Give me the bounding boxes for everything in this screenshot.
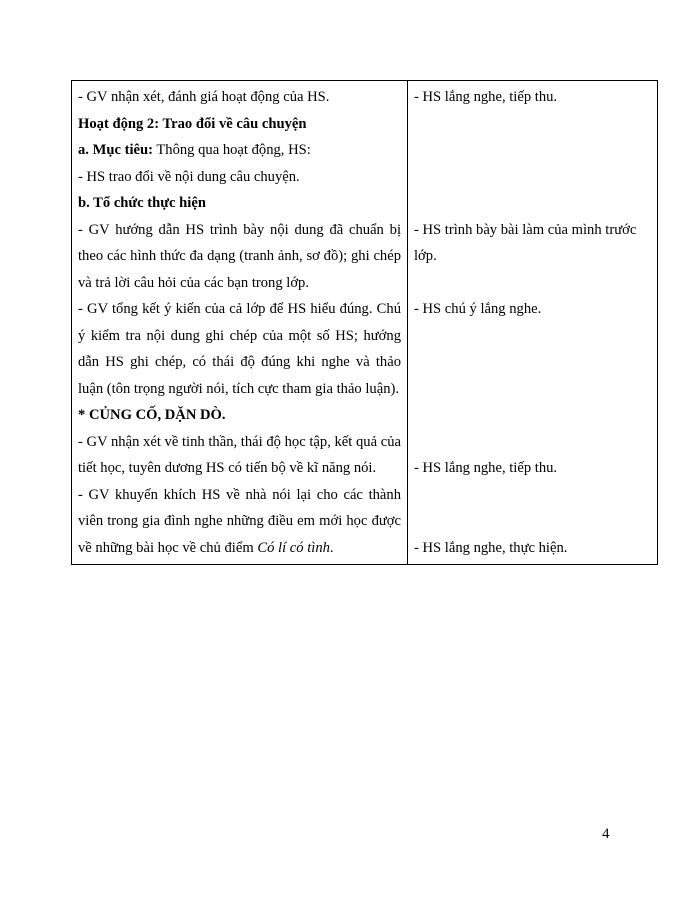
teacher-review-line: - GV nhận xét, đánh giá hoạt động của HS. bbox=[78, 89, 330, 105]
objective-item: - HS trao đổi về nội dung câu chuyện. bbox=[78, 168, 300, 185]
student-response-4: - HS lắng nghe, tiếp thu. bbox=[414, 460, 558, 476]
teacher-guide-paragraph: - GV hướng dẫn HS trình bày nội dung đã chuẩn bị theo các hình thức đa dạng (tranh ảnh, sơ đồ); ghi chép và trả lời câu hỏi của các bạn trong lớp. bbox=[78, 221, 401, 291]
encourage-end: . bbox=[329, 539, 334, 556]
teacher-summary-paragraph: - GV tổng kết ý kiến của cả lớp để HS hiểu đúng. Chú ý kiểm tra nội dung ghi chép của một số HS; hướng dẫn HS ghi chép, có thái độ đúng khi nghe và thảo luận (tôn trọng người nói, tích cực tham gia thảo luận). bbox=[78, 301, 401, 397]
student-response-1: - HS lắng nghe, tiếp thu. bbox=[414, 89, 558, 105]
activity-2-heading: Hoạt động 2: Trao đổi về câu chuyện bbox=[78, 115, 307, 132]
table-row bbox=[72, 81, 658, 565]
lesson-table bbox=[71, 80, 658, 565]
teacher-activities-cell bbox=[72, 81, 408, 565]
student-response-3: - HS chú ý lắng nghe. bbox=[414, 301, 542, 317]
teacher-feedback-paragraph: - GV nhận xét về tinh thần, thái độ học tập, kết quả của tiết học, tuyên dương HS có tiến bộ về kĩ năng nói. bbox=[78, 433, 401, 476]
consolidation-heading: * CỦNG CỐ, DẶN DÒ. bbox=[78, 407, 226, 423]
objective-text: Thông qua hoạt động, HS: bbox=[152, 142, 311, 158]
student-activities-cell bbox=[408, 81, 658, 565]
student-response-2: - HS trình bày bài làm của mình trước lớp. bbox=[414, 221, 637, 264]
student-response-5: - HS lắng nghe, thực hiện. bbox=[414, 539, 568, 556]
encourage-text: - GV khuyến khích HS về nhà nói lại cho các thành viên trong gia đình nghe những điều em mới học được về những bài học về chủ điểm bbox=[78, 486, 401, 556]
topic-name: Có lí có tình bbox=[257, 539, 330, 556]
organization-heading: b. Tổ chức thực hiện bbox=[78, 195, 206, 211]
page-number: 4 bbox=[602, 826, 610, 842]
teacher-encourage-paragraph bbox=[78, 482, 401, 562]
objective-label: a. Mục tiêu: bbox=[78, 142, 153, 158]
objective-line bbox=[78, 137, 401, 164]
